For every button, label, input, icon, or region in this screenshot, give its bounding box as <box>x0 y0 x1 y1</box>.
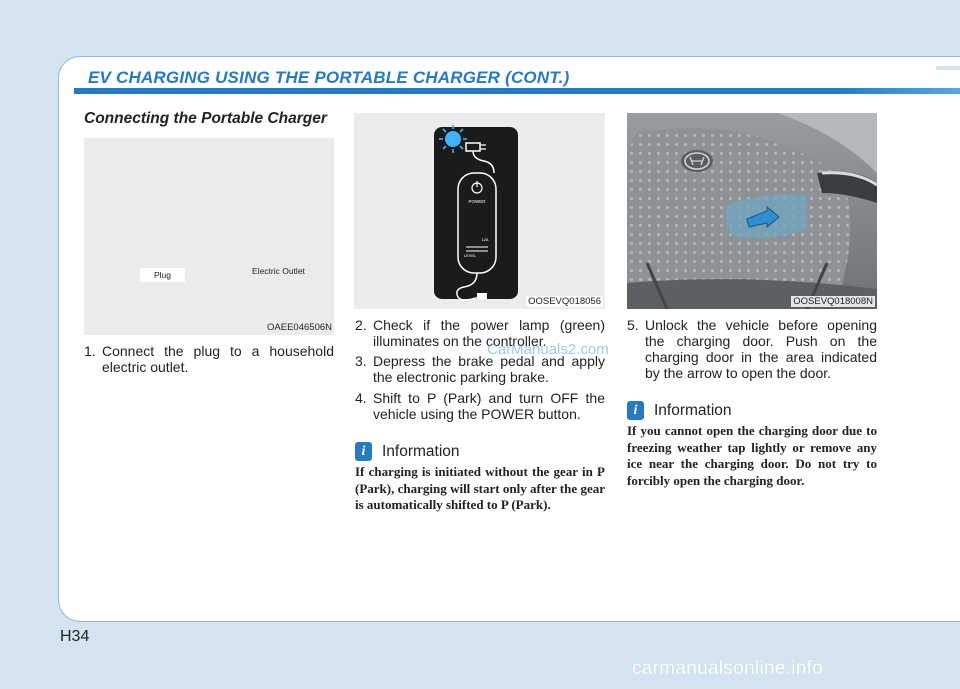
info-heading-2 <box>627 401 732 420</box>
page-number: H34 <box>60 628 90 645</box>
info-body-1: If charging is initiated without the gear in P (Park), charging will start only after the gear is automatically shifted to P (Park). <box>355 464 605 512</box>
info-label: Information <box>654 401 732 419</box>
step-4 <box>355 390 605 422</box>
info-label: Information <box>382 442 460 460</box>
header-rule <box>74 88 960 94</box>
plug-callout: Plug <box>140 268 185 282</box>
watermark: CarManuals2.com <box>487 341 609 358</box>
section-header <box>74 66 960 94</box>
step-text: Depress the brake pedal and apply the electronic parking brake. <box>373 353 605 385</box>
figure-code: OAEE046506N <box>267 322 332 333</box>
charging-door-illustration <box>627 113 877 309</box>
site-watermark: carmanualsonline.info <box>632 658 824 679</box>
logo-emblem <box>681 150 713 172</box>
header-title: EV CHARGING USING THE PORTABLE CHARGER (CONT.) <box>88 68 570 87</box>
figure-plug-outlet <box>84 138 334 335</box>
step-1 <box>84 343 334 375</box>
outlet-callout: Electric Outlet <box>252 266 305 276</box>
info-heading-1 <box>355 442 460 461</box>
step-number: 3. <box>355 353 367 369</box>
step-number: 5. <box>627 317 639 333</box>
step-5 <box>627 317 877 381</box>
figure-code: OOSEVQ018056 <box>528 296 601 307</box>
figure-controller <box>354 113 605 309</box>
step-number: 1. <box>84 343 96 359</box>
info-icon: i <box>355 442 372 461</box>
plug-outlet-illustration <box>84 138 334 335</box>
info-icon: i <box>627 401 644 420</box>
step-number: 4. <box>355 390 367 406</box>
level-label: LEVEL <box>463 253 477 258</box>
step-text: Connect the plug to a household electric outlet. <box>102 343 334 375</box>
step-text: Unlock the vehicle before opening the charging door. Push on the charging door in the area indicated by the arrow to open the door. <box>645 317 877 381</box>
step-text: Shift to P (Park) and turn OFF the vehicle using the POWER button. <box>373 390 605 422</box>
power-label: POWER <box>468 199 486 204</box>
info-body-2: If you cannot open the charging door due to freezing weather tap lightly or remove any ice near the charging door. Do not try to forcibly open the charging door. <box>627 423 877 488</box>
figure-code: OOSEVQ018008N <box>793 296 873 307</box>
figure-charging-door <box>627 113 877 309</box>
step-text: Check if the power lamp (green) illuminates on the controller. <box>373 317 605 349</box>
controller-illustration <box>354 113 605 309</box>
subsection-title: Connecting the Portable Charger <box>84 110 327 127</box>
amp-label: 12A <box>481 238 489 242</box>
step-number: 2. <box>355 317 367 333</box>
